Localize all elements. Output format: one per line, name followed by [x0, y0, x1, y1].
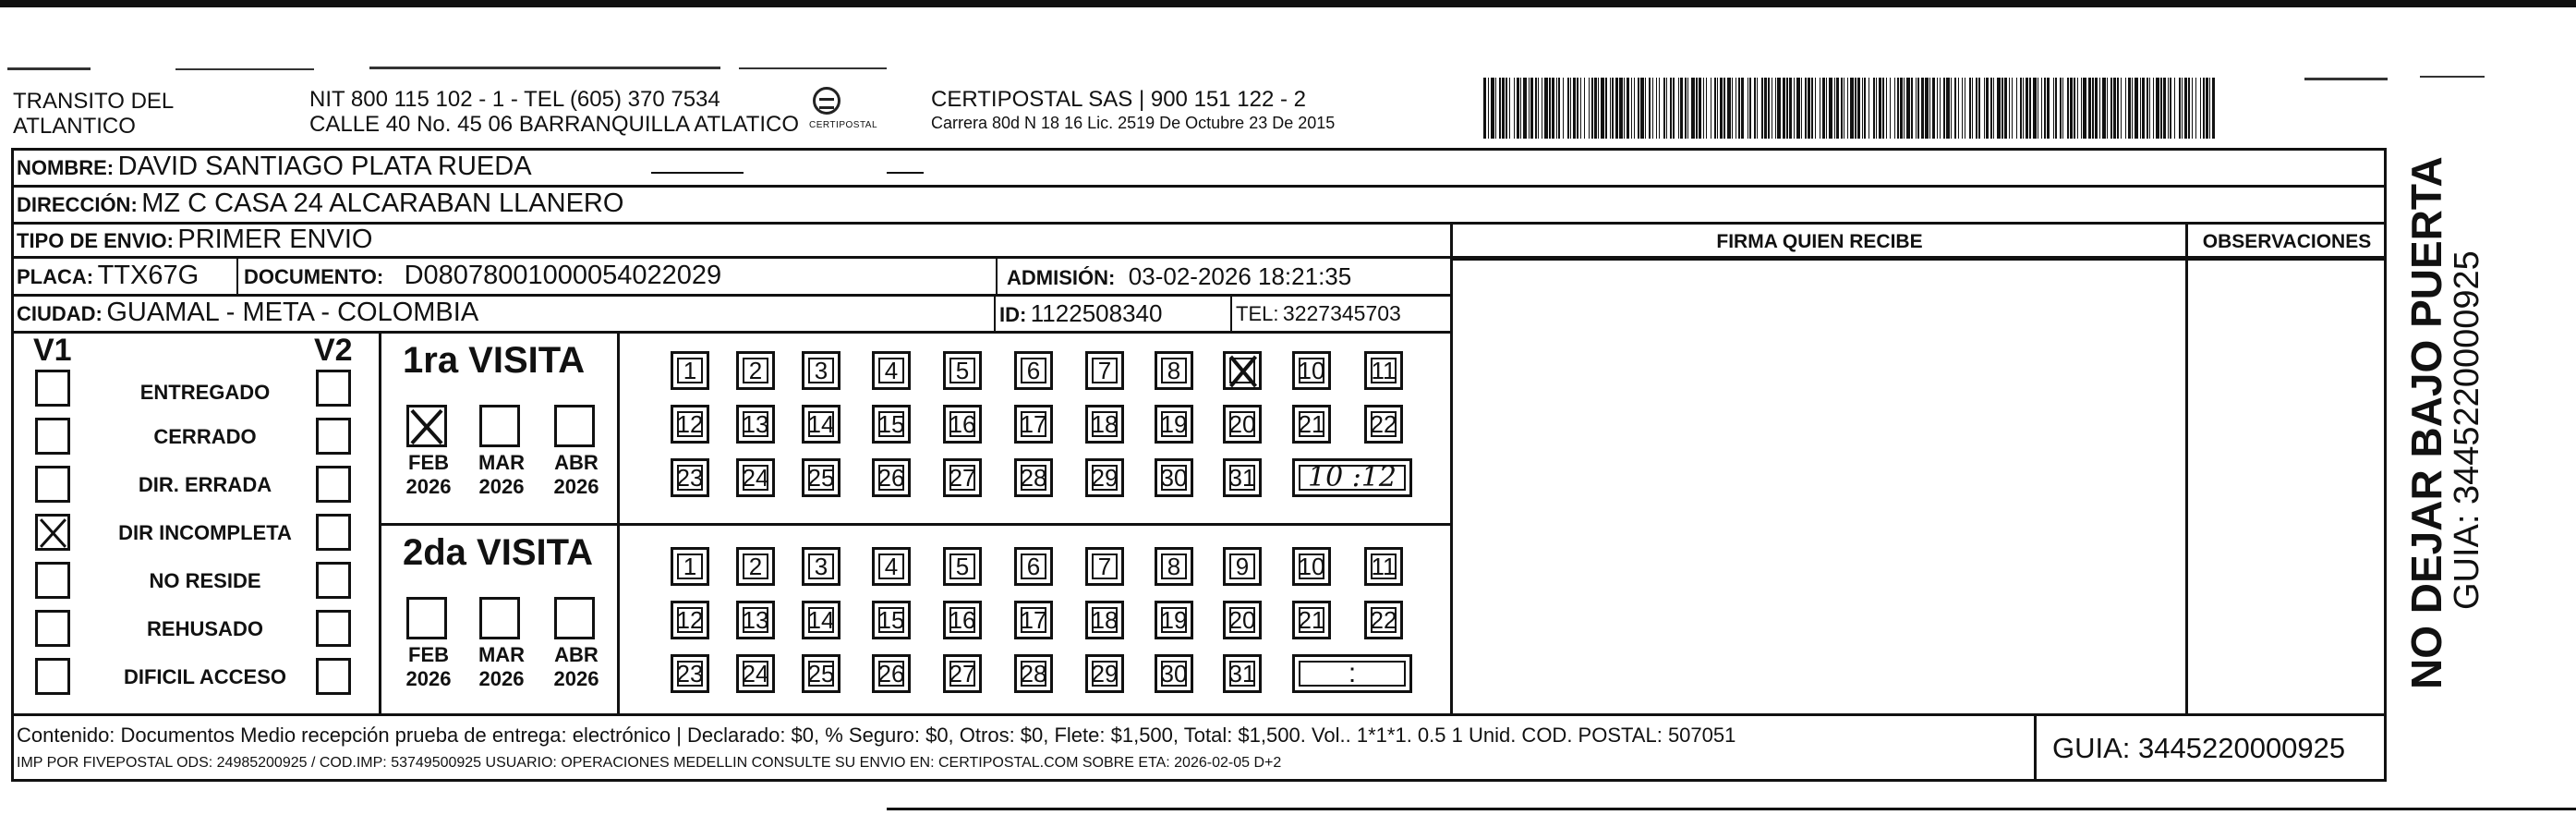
- status-divider: [379, 331, 381, 713]
- month-name: FEB: [408, 451, 449, 474]
- scan-mark: [2304, 78, 2388, 80]
- underline-mark: [651, 172, 744, 174]
- day-checkbox[interactable]: 15: [872, 405, 911, 444]
- admision-separator: [996, 259, 998, 294]
- day-checkbox[interactable]: 21: [1292, 405, 1331, 444]
- status-label: DIR INCOMPLETA: [118, 521, 292, 544]
- day-checkbox[interactable]: 26: [872, 458, 911, 497]
- sender-name: [13, 89, 174, 139]
- day-checkbox[interactable]: 31: [1223, 458, 1262, 497]
- day-checkbox[interactable]: 24: [736, 654, 775, 693]
- day-checkbox[interactable]: 2: [736, 547, 775, 586]
- v2-checkbox[interactable]: [316, 466, 351, 503]
- side-guia: GUIA: 3445220000925: [2448, 250, 2486, 610]
- carrier-details: [931, 87, 1335, 134]
- day-checkbox[interactable]: 14: [802, 405, 841, 444]
- status-label: DIFICIL ACCESO: [123, 665, 286, 688]
- time-field[interactable]: :: [1292, 654, 1412, 693]
- id-row: [999, 299, 1162, 328]
- tel-row: [1236, 301, 1401, 326]
- documento-label: DOCUMENTO:: [244, 265, 384, 288]
- visit-title: 1ra VISITA: [403, 340, 586, 381]
- status-label: REHUSADO: [147, 617, 263, 640]
- barcode-icon: [1483, 78, 2215, 139]
- day-checkbox[interactable]: 2: [736, 351, 775, 390]
- time-field[interactable]: 10 :12: [1292, 458, 1412, 497]
- certipostal-logo-icon: [813, 87, 841, 115]
- day-checkbox[interactable]: 30: [1155, 458, 1193, 497]
- sender-nit-tel: NIT 800 115 102 - 1 - TEL (605) 370 7534: [309, 87, 720, 112]
- sender-address: CALLE 40 No. 45 06 BARRANQUILLA ATLATICO: [309, 112, 800, 137]
- status-label: NO RESIDE: [149, 569, 261, 592]
- placa-row: [17, 261, 199, 291]
- tipo-label: TIPO DE ENVIO:: [17, 229, 174, 252]
- month-year: 2026: [405, 475, 452, 498]
- day-checkbox[interactable]: 29: [1085, 654, 1124, 693]
- month-label: [474, 451, 529, 499]
- day-checkbox[interactable]: 31: [1223, 654, 1262, 693]
- scan-mark: [739, 67, 887, 69]
- day-checkbox[interactable]: 25: [802, 654, 841, 693]
- day-checkbox[interactable]: 17: [1014, 405, 1053, 444]
- day-checkbox[interactable]: 1: [671, 351, 709, 390]
- month-label: [401, 451, 456, 499]
- v2-checkbox[interactable]: [316, 562, 351, 599]
- v1-checkbox[interactable]: [35, 418, 70, 455]
- day-checkbox[interactable]: 26: [872, 654, 911, 693]
- day-checkbox[interactable]: 8: [1155, 351, 1193, 390]
- row-divider: [11, 331, 1452, 334]
- logo-caption: CERTIPOSTAL: [809, 120, 878, 130]
- tipo-row: [17, 225, 372, 255]
- placa-separator: [236, 259, 238, 294]
- ciudad-row: [17, 298, 478, 328]
- day-checkbox[interactable]: 4: [872, 547, 911, 586]
- v1-checkbox[interactable]: [35, 466, 70, 503]
- month-year: 2026: [553, 475, 599, 498]
- scan-mark: [2420, 76, 2485, 78]
- visit-divider: [379, 523, 1452, 526]
- v2-checkbox[interactable]: [316, 514, 351, 551]
- ciudad-value: GUAMAL - META - COLOMBIA: [106, 298, 479, 327]
- day-checkbox[interactable]: 17: [1014, 601, 1053, 639]
- carrier-license: Carrera 80d N 18 16 Lic. 2519 De Octubre 23 De 2015: [931, 114, 1336, 132]
- v2-checkbox[interactable]: [316, 418, 351, 455]
- row-divider: [11, 294, 1452, 297]
- footer-divider: [11, 713, 2387, 716]
- v2-header: V2: [314, 333, 353, 368]
- documento-value: D08078001000054022029: [404, 261, 722, 290]
- day-checkbox[interactable]: 10: [1292, 547, 1331, 586]
- v2-checkbox[interactable]: [316, 370, 351, 407]
- month-year: 2026: [478, 475, 525, 498]
- v2-checkbox[interactable]: [316, 610, 351, 647]
- month-name: FEB: [408, 643, 449, 666]
- bottom-border: [887, 808, 2576, 810]
- day-checkbox[interactable]: 12: [671, 405, 709, 444]
- day-checkbox[interactable]: 5: [943, 547, 982, 586]
- day-checkbox[interactable]: 22: [1364, 405, 1403, 444]
- footer-guia-border: [2034, 716, 2037, 781]
- day-checkbox[interactable]: 16: [943, 601, 982, 639]
- month-year: 2026: [478, 667, 525, 690]
- footer-guia: GUIA: 3445220000925: [2052, 732, 2346, 764]
- day-checkbox[interactable]: 20: [1223, 405, 1262, 444]
- day-checkbox[interactable]: 5: [943, 351, 982, 390]
- day-checkbox[interactable]: 3: [802, 351, 841, 390]
- day-checkbox[interactable]: 22: [1364, 601, 1403, 639]
- day-checkbox[interactable]: 21: [1292, 601, 1331, 639]
- scan-mark: [369, 67, 720, 69]
- observaciones-left-border: [2185, 222, 2188, 713]
- placa-label: PLACA:: [17, 265, 94, 288]
- day-checkbox[interactable]: 30: [1155, 654, 1193, 693]
- day-checkbox[interactable]: 11: [1364, 351, 1403, 390]
- day-checkbox[interactable]: 19: [1155, 405, 1193, 444]
- month-name: MAR: [478, 643, 526, 666]
- underline-mark: [887, 172, 924, 174]
- direccion-label: DIRECCIÓN:: [17, 193, 138, 216]
- day-checkbox[interactable]: 19: [1155, 601, 1193, 639]
- placa-value: TTX67G: [97, 261, 200, 290]
- footer-contenido: Contenido: Documentos Medio recepción prueba de entrega: electrónico | Declarado: $0, % Seguro: $0, Otros: $0, Flete: $1,500, Total: $1,500. Vol.. 1*1*1. 0.5 1 Unid. COD. POSTAL: 507051: [17, 724, 1736, 747]
- month-label: [549, 451, 604, 499]
- v1-header: V1: [33, 333, 72, 368]
- month-label: [401, 643, 456, 691]
- top-border: [0, 0, 2576, 7]
- day-checkbox[interactable]: 8: [1155, 547, 1193, 586]
- month-year: 2026: [553, 667, 599, 690]
- admision-row: [1007, 262, 1351, 291]
- firma-left-border: [1450, 222, 1453, 713]
- v2-checkbox[interactable]: [316, 658, 351, 695]
- documento-row: [244, 261, 721, 291]
- scan-mark: [7, 67, 91, 70]
- sender-details: [309, 87, 799, 137]
- tel-label: TEL:: [1236, 302, 1279, 325]
- status-label: DIR. ERRADA: [138, 473, 272, 496]
- day-checkbox[interactable]: 1: [671, 547, 709, 586]
- day-checkbox[interactable]: 14: [802, 601, 841, 639]
- day-checkbox[interactable]: 28: [1014, 654, 1053, 693]
- day-checkbox[interactable]: 6: [1014, 547, 1053, 586]
- nombre-row: [17, 152, 532, 182]
- day-checkbox[interactable]: 23: [671, 654, 709, 693]
- id-value: 1122508340: [1030, 299, 1163, 327]
- day-checkbox[interactable]: 7: [1085, 351, 1124, 390]
- visit-title: 2da VISITA: [403, 532, 593, 573]
- day-checkbox[interactable]: 27: [943, 654, 982, 693]
- month-checkbox[interactable]: [479, 597, 520, 639]
- month-checkbox[interactable]: [406, 405, 447, 447]
- month-name: ABR: [554, 643, 599, 666]
- day-checkbox[interactable]: 15: [872, 601, 911, 639]
- day-checkbox[interactable]: 29: [1085, 458, 1124, 497]
- month-checkbox[interactable]: [479, 405, 520, 447]
- v1-checkbox[interactable]: [35, 658, 70, 695]
- carrier-name-nit: CERTIPOSTAL SAS | 900 151 122 - 2: [931, 87, 1306, 112]
- row-divider: [11, 185, 2387, 188]
- status-label: CERRADO: [153, 425, 257, 448]
- direccion-row: [17, 189, 623, 219]
- sender-name-line1: TRANSITO DEL: [13, 89, 175, 114]
- day-checkbox[interactable]: 27: [943, 458, 982, 497]
- tipo-value: PRIMER ENVIO: [177, 225, 373, 254]
- month-name: ABR: [554, 451, 599, 474]
- day-checkbox[interactable]: 24: [736, 458, 775, 497]
- nombre-label: NOMBRE:: [17, 156, 115, 179]
- v1-checkbox[interactable]: [35, 562, 70, 599]
- month-checkbox[interactable]: [554, 405, 595, 447]
- day-checkbox[interactable]: 18: [1085, 405, 1124, 444]
- day-checkbox[interactable]: 28: [1014, 458, 1053, 497]
- status-label: ENTREGADO: [139, 381, 271, 404]
- month-name: MAR: [478, 451, 526, 474]
- v1-checkbox[interactable]: [35, 514, 70, 551]
- month-label: [474, 643, 529, 691]
- firma-header: FIRMA QUIEN RECIBE: [1716, 231, 1923, 252]
- day-checkbox[interactable]: [1223, 351, 1262, 390]
- v1-checkbox[interactable]: [35, 370, 70, 407]
- column-header-divider: [1452, 258, 2387, 261]
- id-separator: [994, 296, 996, 331]
- day-checkbox[interactable]: 20: [1223, 601, 1262, 639]
- day-checkbox[interactable]: 7: [1085, 547, 1124, 586]
- day-checkbox[interactable]: 6: [1014, 351, 1053, 390]
- sender-name-line2: ATLANTICO: [13, 114, 136, 139]
- admision-value: 03-02-2026 18:21:35: [1128, 262, 1352, 290]
- months-divider: [617, 331, 620, 713]
- day-checkbox[interactable]: 25: [802, 458, 841, 497]
- day-checkbox[interactable]: 4: [872, 351, 911, 390]
- nombre-value: DAVID SANTIAGO PLATA RUEDA: [117, 152, 532, 181]
- admision-label: ADMISIÓN:: [1007, 266, 1116, 289]
- scan-mark: [175, 68, 314, 70]
- footer-imp: IMP POR FIVEPOSTAL ODS: 24985200925 / COD.IMP: 53749500925 USUARIO: OPERACIONES MEDELLIN CONSULTE SU ENVIO EN: CERTIPOSTAL.COM SOBRE ETA: 2026-02-05 D+2: [17, 755, 1282, 771]
- observaciones-header: OBSERVACIONES: [2202, 231, 2372, 252]
- day-checkbox[interactable]: 13: [736, 405, 775, 444]
- side-warning: NO DEJAR BAJO PUERTA: [2402, 156, 2450, 689]
- ciudad-label: CIUDAD:: [17, 302, 103, 325]
- tel-value: 3227345703: [1282, 301, 1401, 325]
- month-checkbox[interactable]: [554, 597, 595, 639]
- day-checkbox[interactable]: 10: [1292, 351, 1331, 390]
- day-checkbox[interactable]: 9: [1223, 547, 1262, 586]
- day-checkbox[interactable]: 16: [943, 405, 982, 444]
- tel-separator: [1230, 296, 1232, 331]
- month-checkbox[interactable]: [406, 597, 447, 639]
- day-checkbox[interactable]: 13: [736, 601, 775, 639]
- day-checkbox[interactable]: 18: [1085, 601, 1124, 639]
- day-checkbox[interactable]: 12: [671, 601, 709, 639]
- day-checkbox[interactable]: 3: [802, 547, 841, 586]
- month-label: [549, 643, 604, 691]
- v1-checkbox[interactable]: [35, 610, 70, 647]
- id-label: ID:: [999, 303, 1027, 326]
- direccion-value: MZ C CASA 24 ALCARABAN LLANERO: [141, 189, 624, 218]
- day-checkbox[interactable]: 23: [671, 458, 709, 497]
- month-year: 2026: [405, 667, 452, 690]
- day-checkbox[interactable]: 11: [1364, 547, 1403, 586]
